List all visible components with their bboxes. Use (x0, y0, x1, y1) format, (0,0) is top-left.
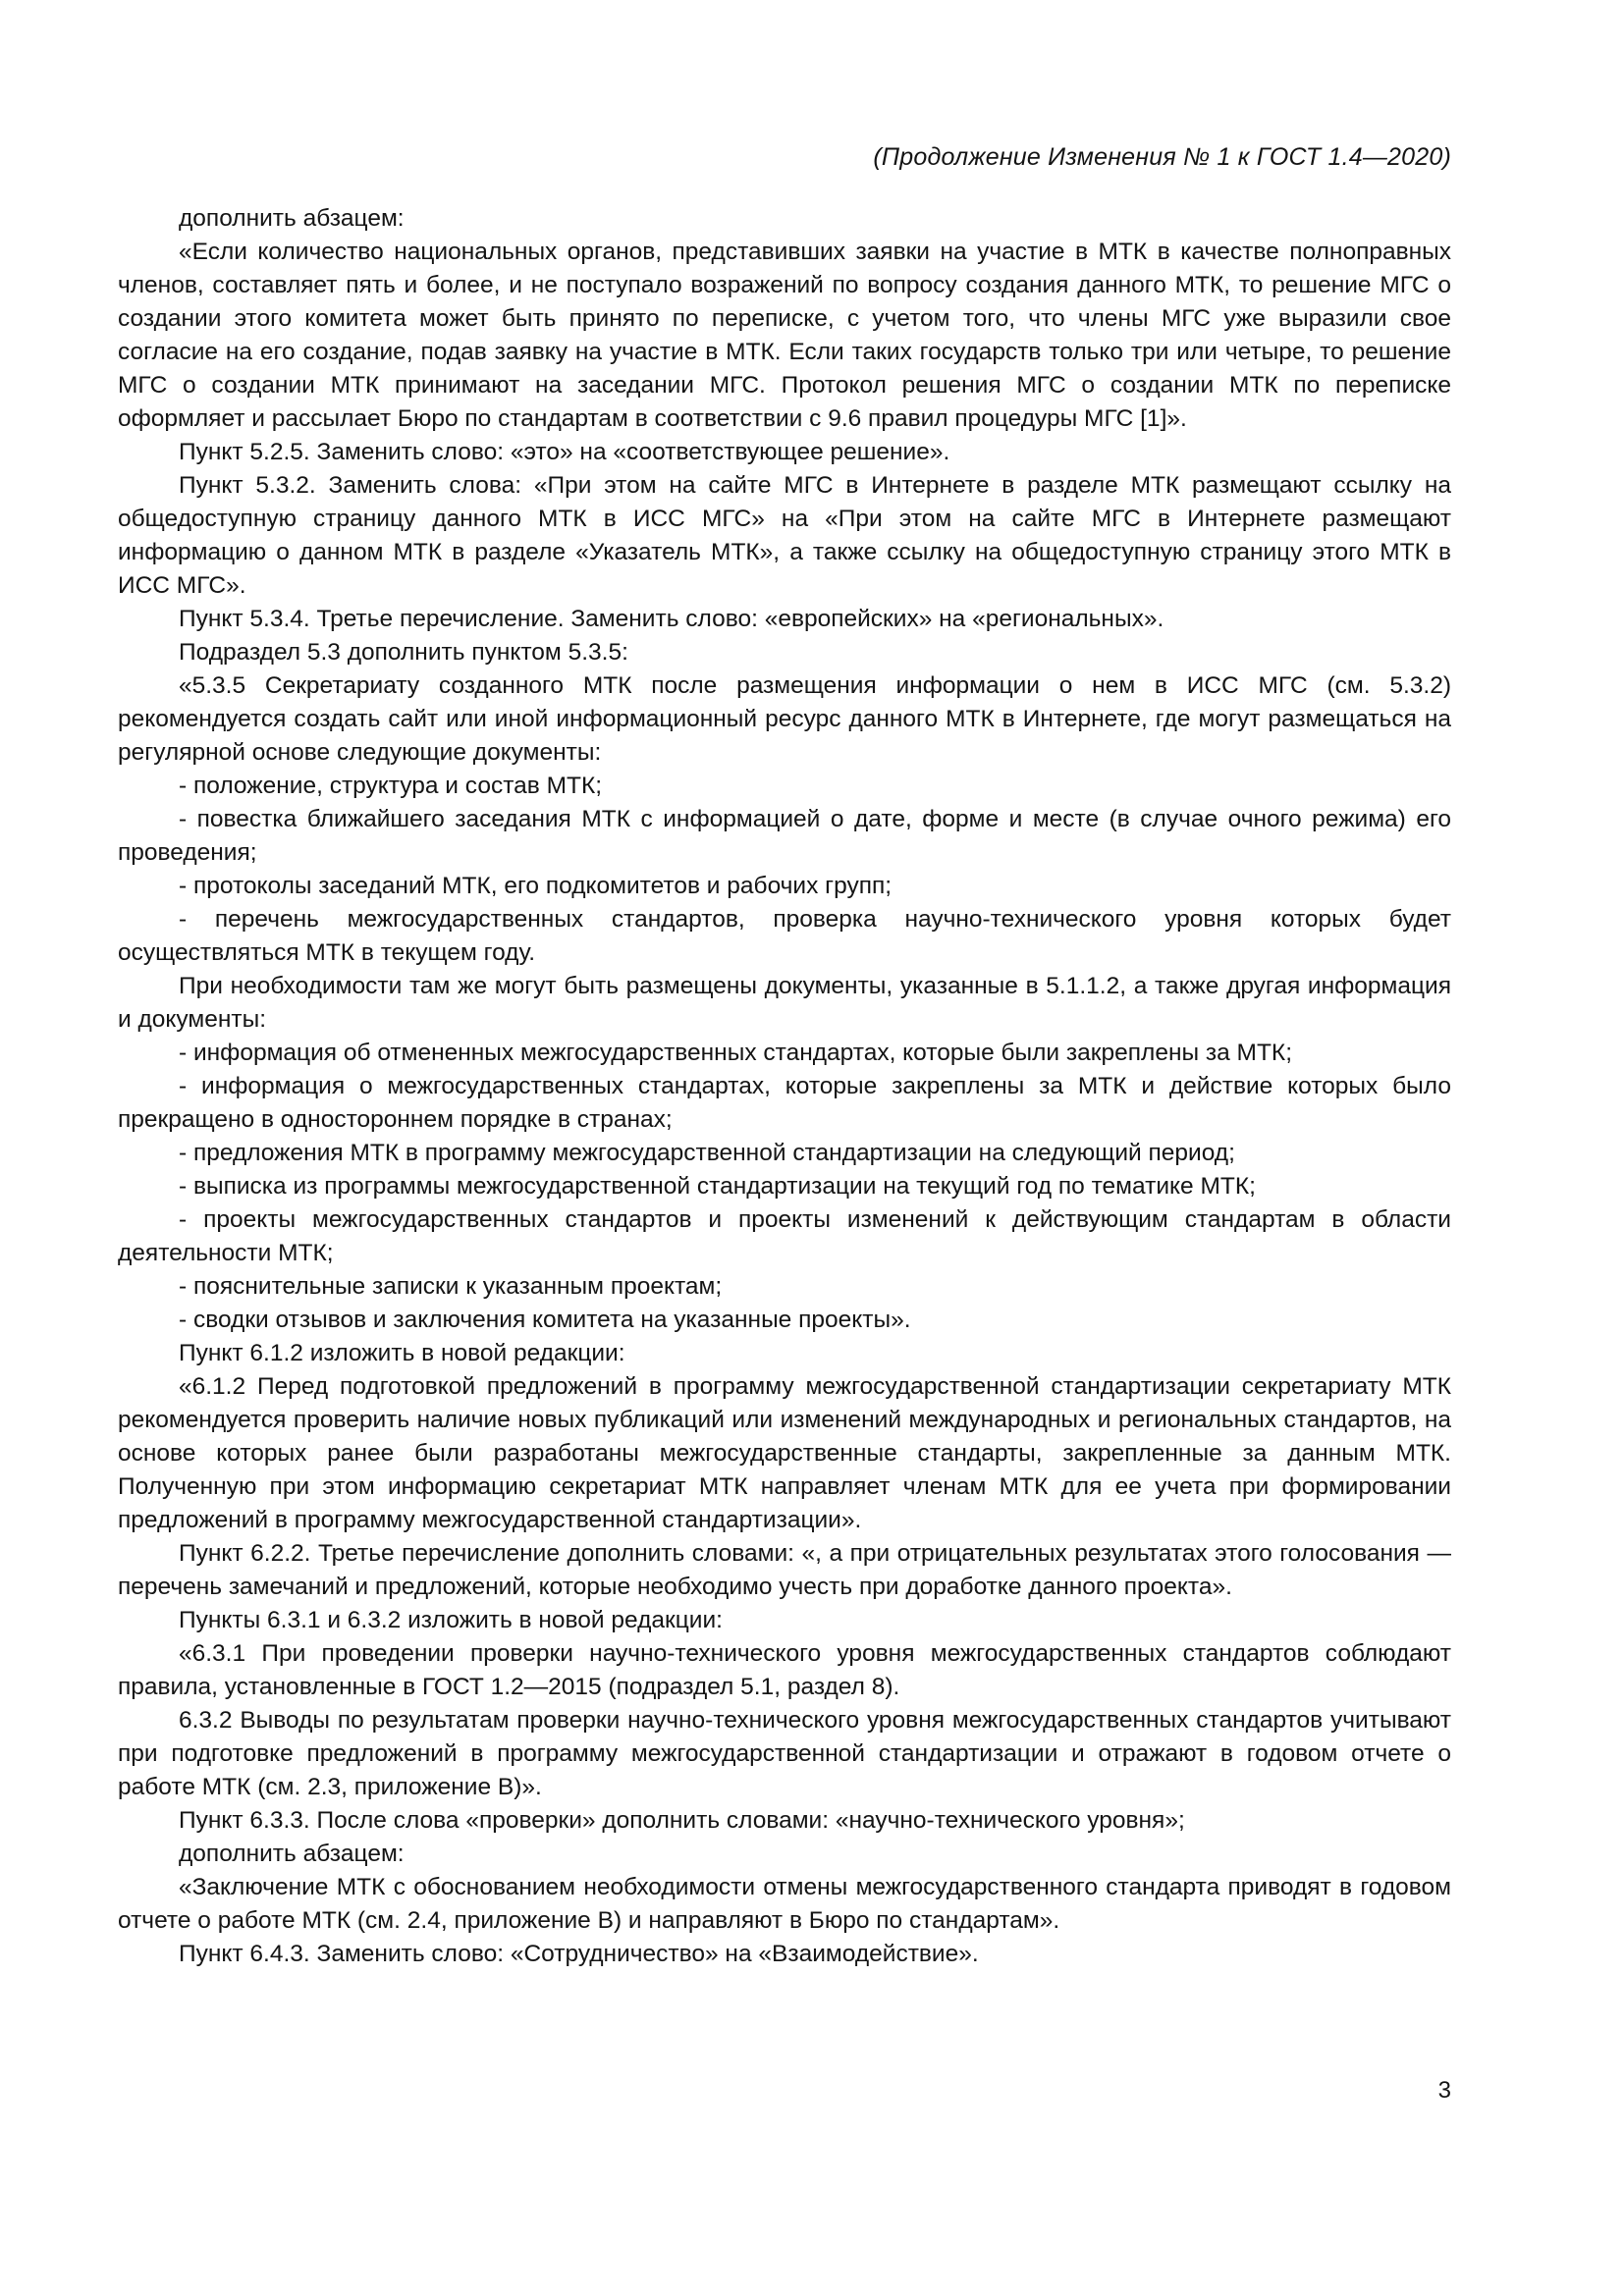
paragraph: - предложения МТК в программу межгосударственной стандартизации на следующий период; (179, 1140, 1235, 1166)
paragraph: - выписка из программы межгосударственной стандартизации на текущий год по тематике МТК; (179, 1173, 1256, 1200)
paragraph: - проекты межгосударственных стандартов и проекты изменений к действующим стандартам в области деятельности МТК; (118, 1206, 1451, 1266)
paragraph: - перечень межгосударственных стандартов, проверка научно-технического уровня которых будет осуществляться МТК в текущем году. (118, 906, 1451, 966)
paragraph: «6.1.2 Перед подготовкой предложений в программу межгосударственной стандартизации секретариату МТК рекомендуется проверить наличие новых публикаций или изменений международных и региональных стандартов, на основе которых ранее были разработаны межгосударственные стандарты, закрепленные за данным МТК. Полученную при этом информацию секретариат МТК направляет членам МТК для ее учета при формировании предложений в программу межгосударственной стандартизации». (118, 1373, 1451, 1533)
paragraph: - протоколы заседаний МТК, его подкомитетов и рабочих групп; (179, 873, 893, 899)
paragraph: Пункт 5.2.5. Заменить слово: «это» на «соответствующее решение». (179, 439, 950, 465)
paragraph: Пункт 5.3.4. Третье перечисление. Заменить слово: «европейских» на «региональных». (179, 606, 1164, 632)
paragraph: Пункт 5.3.2. Заменить слова: «При этом на сайте МГС в Интернете в разделе МТК размещают ссылку на общедоступную страницу данного МТК в ИСС МГС» на «При этом на сайте МГС в Интернете размещают информацию о данном МТК в разделе «Указатель МТК», а также ссылку на общедоступную страницу этого МТК в ИСС МГС». (118, 472, 1451, 599)
page-number: 3 (1437, 2077, 1451, 2104)
paragraph: - сводки отзывов и заключения комитета на указанные проекты». (179, 1307, 911, 1333)
paragraph: - положение, структура и состав МТК; (179, 773, 603, 799)
paragraph: Пункт 6.4.3. Заменить слово: «Сотрудничество» на «Взаимодействие». (179, 1941, 979, 1967)
document-body (118, 202, 1451, 1971)
paragraph: Пункт 6.2.2. Третье перечисление дополнить словами: «, а при отрицательных результатах этого голосования — перечень замечаний и предложений, которые необходимо учесть при доработке данного проекта». (118, 1540, 1451, 1600)
paragraph: дополнить абзацем: (179, 205, 405, 232)
paragraph: Подраздел 5.3 дополнить пунктом 5.3.5: (179, 639, 628, 666)
paragraph: - пояснительные записки к указанным проектам; (179, 1273, 723, 1300)
paragraph: - повестка ближайшего заседания МТК с информацией о дате, форме и месте (в случае очного режима) его проведения; (118, 806, 1451, 866)
paragraph: Пункт 6.3.3. После слова «проверки» дополнить словами: «научно-технического уровня»; (179, 1807, 1185, 1834)
paragraph: дополнить абзацем: (179, 1841, 405, 1867)
paragraph: 6.3.2 Выводы по результатам проверки научно-технического уровня межгосударственных стандартов учитывают при подготовке предложений в программу межгосударственной стандартизации и отражают в годовом отчете о работе МТК (см. 2.3, приложение В)». (118, 1707, 1451, 1800)
running-header: (Продолжение Изменения № 1 к ГОСТ 1.4—2020) (873, 143, 1451, 171)
paragraph: «Заключение МТК с обоснованием необходимости отмены межгосударственного стандарта приводят в годовом отчете о работе МТК (см. 2.4, приложение В) и направляют в Бюро по стандартам». (118, 1874, 1451, 1934)
paragraph: - информация о межгосударственных стандартах, которые закреплены за МТК и действие которых было прекращено в одностороннем порядке в странах; (118, 1073, 1451, 1133)
paragraph: «5.3.5 Секретариату созданного МТК после размещения информации о нем в ИСС МГС (см. 5.3.2) рекомендуется создать сайт или иной информационный ресурс данного МТК в Интернете, где могут размещаться на регулярной основе следующие документы: (118, 672, 1451, 766)
paragraph: - информация об отмененных межгосударственных стандартах, которые были закреплены за МТК; (179, 1040, 1293, 1066)
paragraph: При необходимости там же могут быть размещены документы, указанные в 5.1.1.2, а также другая информация и документы: (118, 973, 1451, 1033)
paragraph: Пункты 6.3.1 и 6.3.2 изложить в новой редакции: (179, 1607, 723, 1633)
paragraph: Пункт 6.1.2 изложить в новой редакции: (179, 1340, 625, 1366)
paragraph: «6.3.1 При проведении проверки научно-технического уровня межгосударственных стандартов соблюдают правила, установленные в ГОСТ 1.2—2015 (подраздел 5.1, раздел 8). (118, 1640, 1451, 1700)
paragraph: «Если количество национальных органов, представивших заявки на участие в МТК в качестве полноправных членов, составляет пять и более, и не поступало возражений по вопросу создания данного МТК, то решение МГС о создании этого комитета может быть принято по переписке, с учетом того, что члены МГС уже выразили свое согласие на его создание, подав заявку на участие в МТК. Если таких государств только три или четыре, то решение МГС о создании МТК принимают на заседании МГС. Протокол решения МГС о создании МТК по переписке оформляет и рассылает Бюро по стандартам в соответствии с 9.6 правил процедуры МГС [1]». (118, 239, 1451, 432)
